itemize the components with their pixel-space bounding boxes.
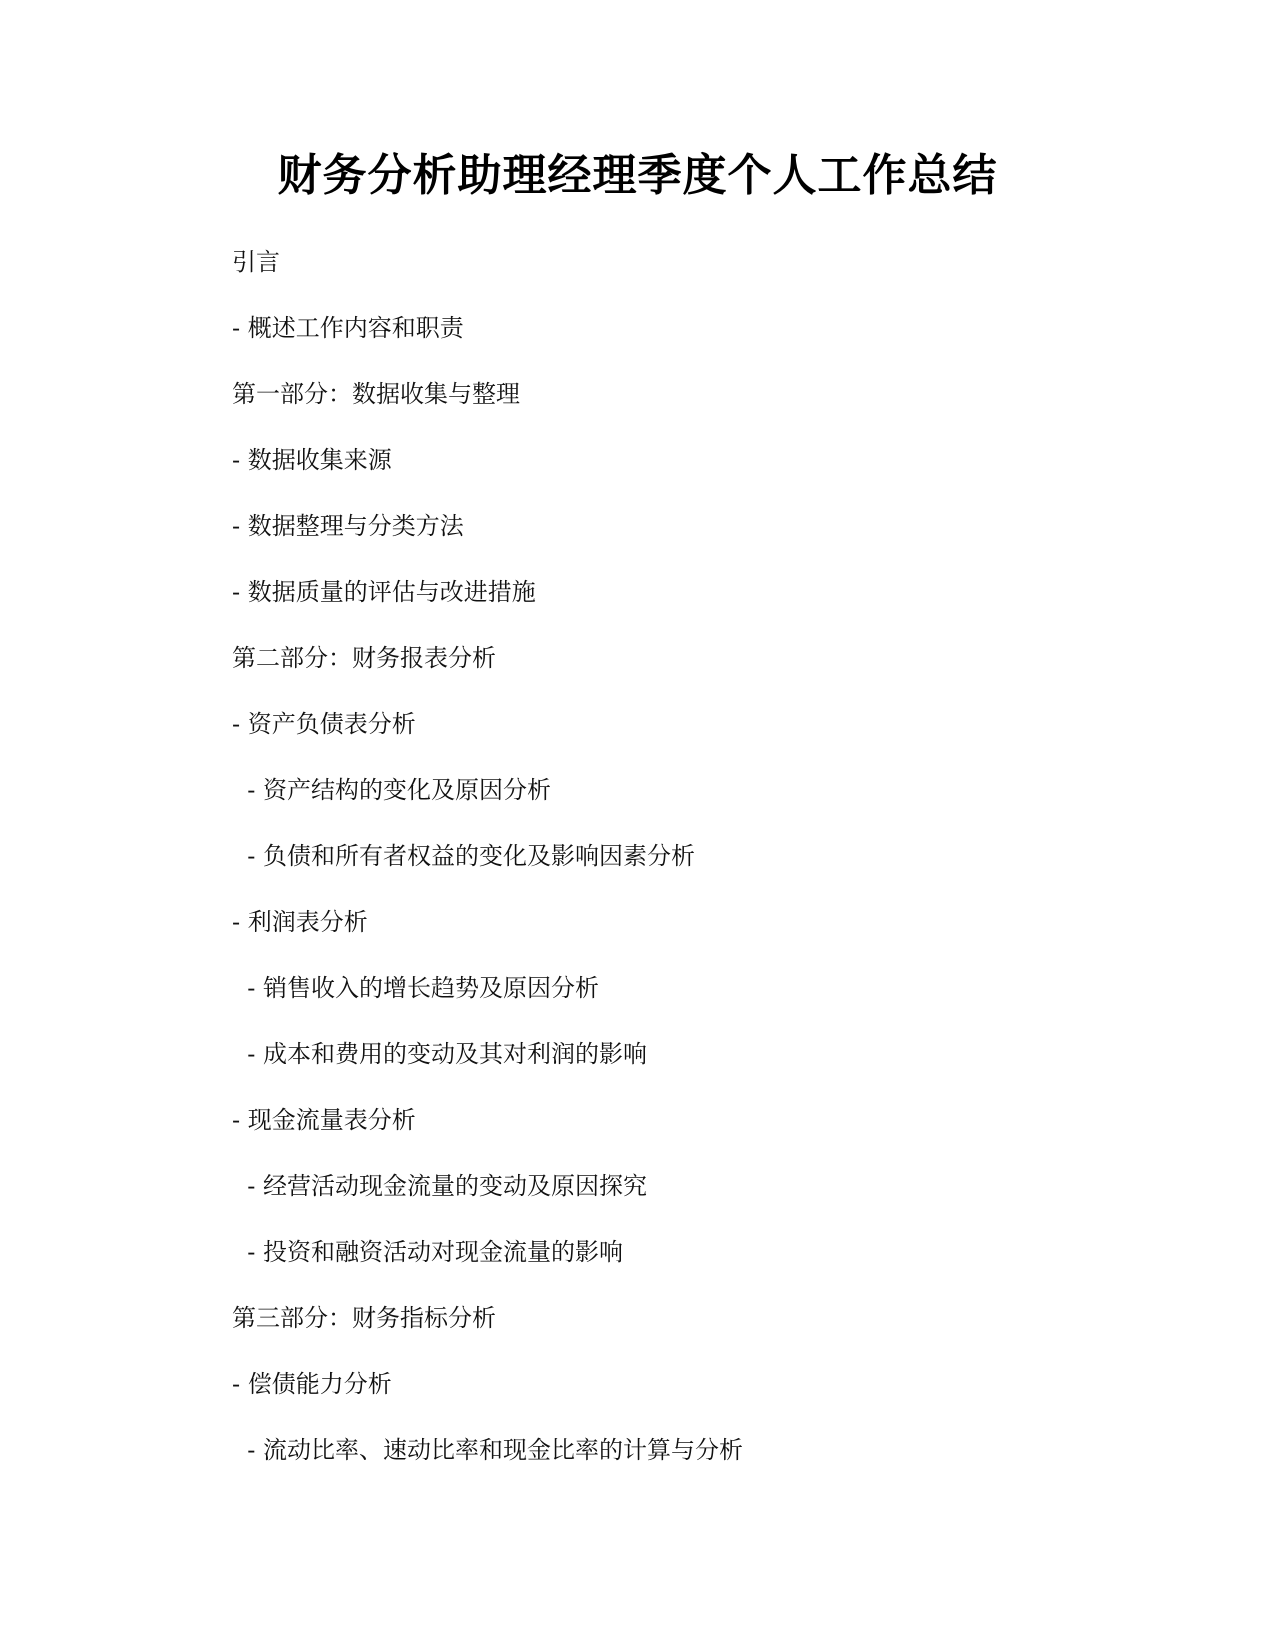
body-line: 第一部分：数据收集与整理 bbox=[232, 380, 520, 408]
body-line: - 概述工作内容和职责 bbox=[232, 314, 464, 342]
body-line: - 成本和费用的变动及其对利润的影响 bbox=[232, 1040, 647, 1068]
body-line: - 负债和所有者权益的变化及影响因素分析 bbox=[232, 842, 695, 870]
body-line: 引言 bbox=[232, 248, 280, 276]
body-line: 第三部分：财务指标分析 bbox=[232, 1304, 496, 1332]
body-line: - 数据质量的评估与改进措施 bbox=[232, 578, 536, 606]
body-line: - 投资和融资活动对现金流量的影响 bbox=[232, 1238, 623, 1266]
body-line: - 资产结构的变化及原因分析 bbox=[232, 776, 551, 804]
body-line: - 经营活动现金流量的变动及原因探究 bbox=[232, 1172, 647, 1200]
body-line: - 数据整理与分类方法 bbox=[232, 512, 464, 540]
body-line: - 数据收集来源 bbox=[232, 446, 392, 474]
document-title: 财务分析助理经理季度个人工作总结 bbox=[277, 150, 998, 201]
body-line: - 偿债能力分析 bbox=[232, 1370, 392, 1398]
body-line: - 流动比率、速动比率和现金比率的计算与分析 bbox=[232, 1436, 743, 1464]
body-line: 第二部分：财务报表分析 bbox=[232, 644, 496, 672]
body-line: - 资产负债表分析 bbox=[232, 710, 416, 738]
body-line: - 现金流量表分析 bbox=[232, 1106, 416, 1134]
body-line: - 利润表分析 bbox=[232, 908, 368, 936]
body-line: - 销售收入的增长趋势及原因分析 bbox=[232, 974, 599, 1002]
document-body bbox=[232, 240, 1132, 1494]
